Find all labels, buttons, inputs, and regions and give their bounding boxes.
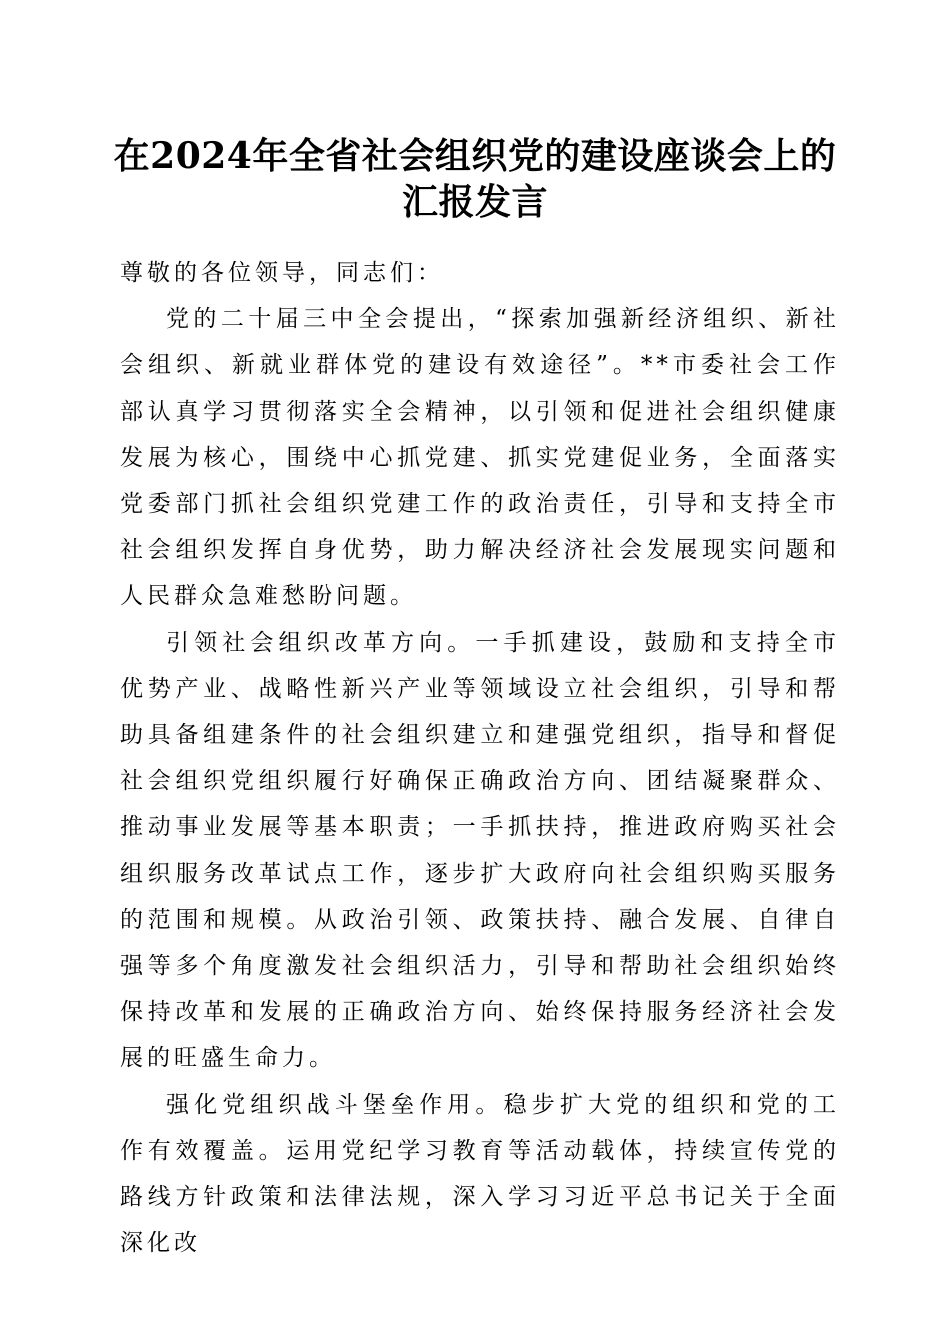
document-title (110, 133, 840, 225)
paragraph-2: 引领社会组织改革方向。一手抓建设，鼓励和支持全市优势产业、战略性新兴产业等领域设立社会组织，引导和帮助具备组建条件的社会组织建立和建强党组织，指导和督促社会组织党组织履行好确保正确政治方向、团结凝聚群众、推动事业发展等基本职责；一手抓扶持，推进政府购买社会组织服务改革试点工作，逐步扩大政府向社会组织购买服务的范围和规模。从政治引领、政策扶持、融合发展、自律自强等多个角度激发社会组织活力，引导和帮助社会组织始终保持改革和发展的正确政治方向、始终保持服务经济社会发展的旺盛生命力。 (120, 629, 840, 1072)
paragraph-3: 强化党组织战斗堡垒作用。稳步扩大党的组织和党的工作有效覆盖。运用党纪学习教育等活动载体，持续宣传党的路线方针政策和法律法规，深入学习习近平总书记关于全面深化改 (120, 1091, 840, 1257)
document-body (120, 250, 840, 1266)
salutation: 尊敬的各位领导，同志们： (120, 260, 444, 286)
paragraph-1: 党的二十届三中全会提出，“探索加强新经济组织、新社会组织、新就业群体党的建设有效途径”。**市委社会工作部认真学习贯彻落实全会精神，以引领和促进社会组织健康发展为核心，围绕中心抓党建、抓实党建促业务，全面落实党委部门抓社会组织党建工作的政治责任，引导和支持全市社会组织发挥自身优势，助力解决经济社会发展现实问题和人民群众急难愁盼问题。 (120, 306, 840, 610)
title-line-2: 汇报发言 (401, 181, 548, 223)
title-line-1: 在2024年全省社会组织党的建设座谈会上的 (113, 135, 837, 177)
